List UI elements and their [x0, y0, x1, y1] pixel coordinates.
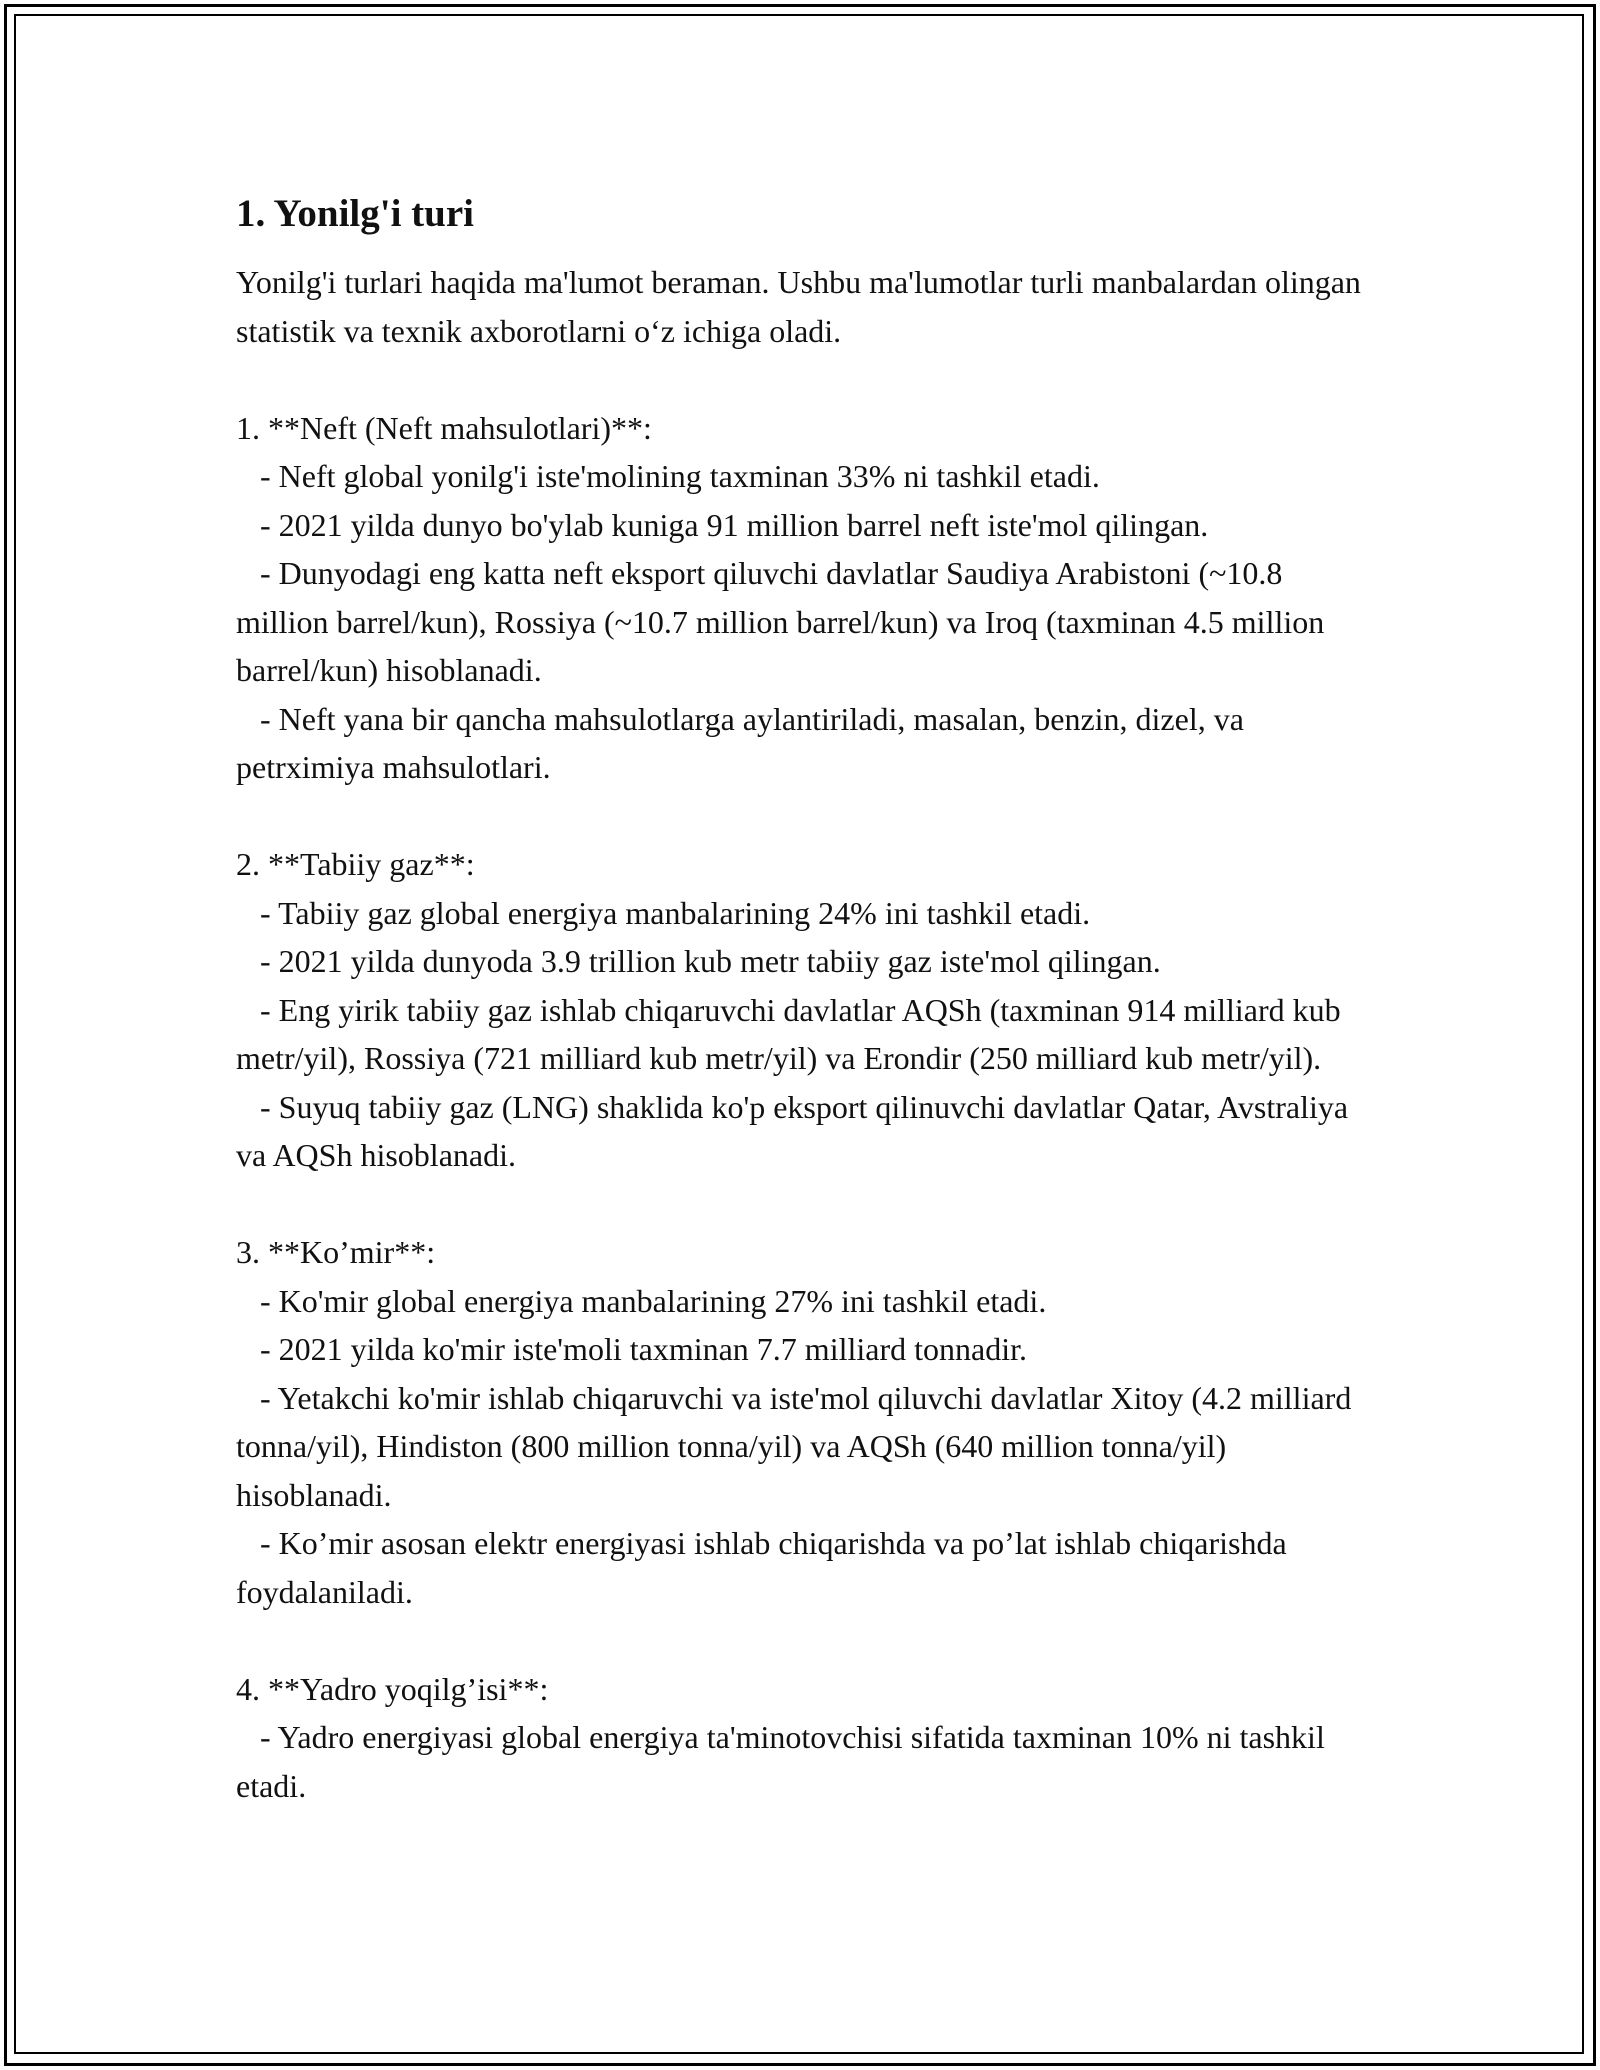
list-item: - Neft yana bir qancha mahsulotlarga aylantiriladi, masalan, benzin, dizel, va petrximiya mahsulotlari. — [236, 700, 1252, 785]
section-heading: 3. **Ko’mir**: — [236, 1234, 436, 1270]
section-yadro — [236, 1665, 1366, 1811]
list-item: - Dunyodagi eng katta neft eksport qiluvchi davlatlar Saudiya Arabistoni (~10.8 million barrel/kun), Rossiya (~10.7 million barrel/kun) va Iroq (taxminan 4.5 million barrel/kun) hisoblanadi. — [236, 555, 1333, 688]
spacer — [236, 1180, 1366, 1229]
spacer — [236, 1616, 1366, 1665]
section-komir — [236, 1228, 1366, 1616]
list-item: - Eng yirik tabiiy gaz ishlab chiqaruvchi davlatlar AQSh (taxminan 914 milliard kub metr/yil), Rossiya (721 milliard kub metr/yil) va Erondir (250 milliard kub metr/yil). — [236, 991, 1349, 1076]
list-item: - Suyuq tabiiy gaz (LNG) shaklida ko'p eksport qilinuvchi davlatlar Qatar, Avstraliya va AQSh hisoblanadi. — [236, 1088, 1357, 1173]
list-item: - Ko’mir asosan elektr energiyasi ishlab chiqarishda va po’lat ishlab chiqarishda foydalaniladi. — [236, 1525, 1295, 1610]
section-heading: 1. **Neft (Neft mahsulotlari)**: — [236, 409, 652, 446]
section-neft — [236, 404, 1366, 792]
section-heading: 4. **Yadro yoqilg’isi**: — [236, 1670, 549, 1707]
document-body — [236, 186, 1369, 1810]
spacer — [236, 355, 1366, 404]
section-tabiiy-gaz — [236, 840, 1366, 1180]
document-title: 1. Yonilg'i turi — [236, 192, 474, 235]
list-item: - 2021 yilda dunyo bo'ylab kuniga 91 million barrel neft iste'mol qilingan. — [236, 506, 1209, 543]
spacer — [236, 792, 1366, 841]
list-item: - Yetakchi ko'mir ishlab chiqaruvchi va iste'mol qiluvchi davlatlar Xitoy (4.2 milliard tonna/yil), Hindiston (800 million tonna/yil) va AQSh (640 million tonna/yil) hisoblanadi. — [236, 1379, 1360, 1513]
list-item: - Yadro energiyasi global energiya ta'minotovchisi sifatida taxminan 10% ni tashkil etadi. — [236, 1719, 1333, 1804]
list-item: - 2021 yilda ko'mir iste'moli taxminan 7.7 milliard tonnadir. — [236, 1331, 1027, 1367]
list-item: - Neft global yonilg'i iste'molining taxminan 33% ni tashkil etadi. — [236, 458, 1100, 494]
intro-paragraph: Yonilg'i turlari haqida ma'lumot beraman. Ushbu ma'lumotlar turli manbalardan olingan statistik va texnik axborotlarni oʻz ichiga oladi. — [236, 264, 1369, 349]
section-heading: 2. **Tabiiy gaz**: — [236, 846, 475, 882]
list-item: - 2021 yilda dunyoda 3.9 trillion kub metr tabiiy gaz iste'mol qilingan. — [236, 943, 1161, 979]
list-item: - Tabiiy gaz global energiya manbalarining 24% ini tashkil etadi. — [236, 894, 1091, 931]
list-item: - Ko'mir global energiya manbalarining 27% ini tashkil etadi. — [236, 1282, 1047, 1319]
